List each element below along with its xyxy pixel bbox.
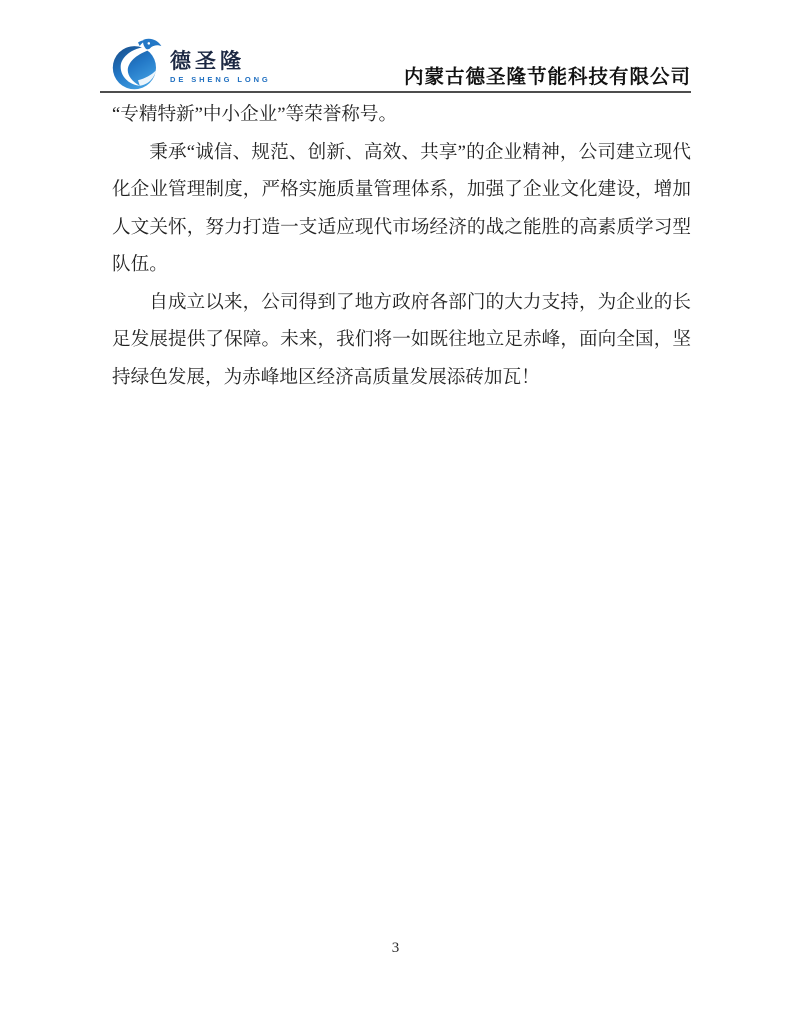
dragon-sphere-logo-icon (111, 37, 165, 93)
logo-name-cn: 德圣隆 (170, 50, 245, 73)
header-divider-line (100, 91, 691, 93)
page-number: 3 (391, 940, 400, 956)
body-paragraph: 秉承“诚信、规范、创新、高效、共享”的企业精神，公司建立现代化企业管理制度，严格实施质量管理体系，加强了企业文化建设，增加人文关怀，努力打造一支适应现代市场经济的战之能胜的高素质学习型队伍。 (112, 141, 691, 275)
body-paragraph: “专精特新”中小企业”等荣誉称号。 (112, 104, 398, 125)
company-logo (111, 37, 271, 93)
logo-text-block (170, 51, 271, 85)
body-paragraph: 自成立以来，公司得到了地方政府各部门的大力支持，为企业的长足发展提供了保障。未来，我们将一如既往地立足赤峰，面向全国，坚持绿色发展，为赤峰地区经济高质量发展添砖加瓦！ (112, 291, 691, 388)
company-name-header: 内蒙古德圣隆节能科技有限公司 (403, 67, 691, 88)
document-body (112, 96, 691, 396)
logo-name-en: DE SHENG LONG (170, 75, 271, 84)
